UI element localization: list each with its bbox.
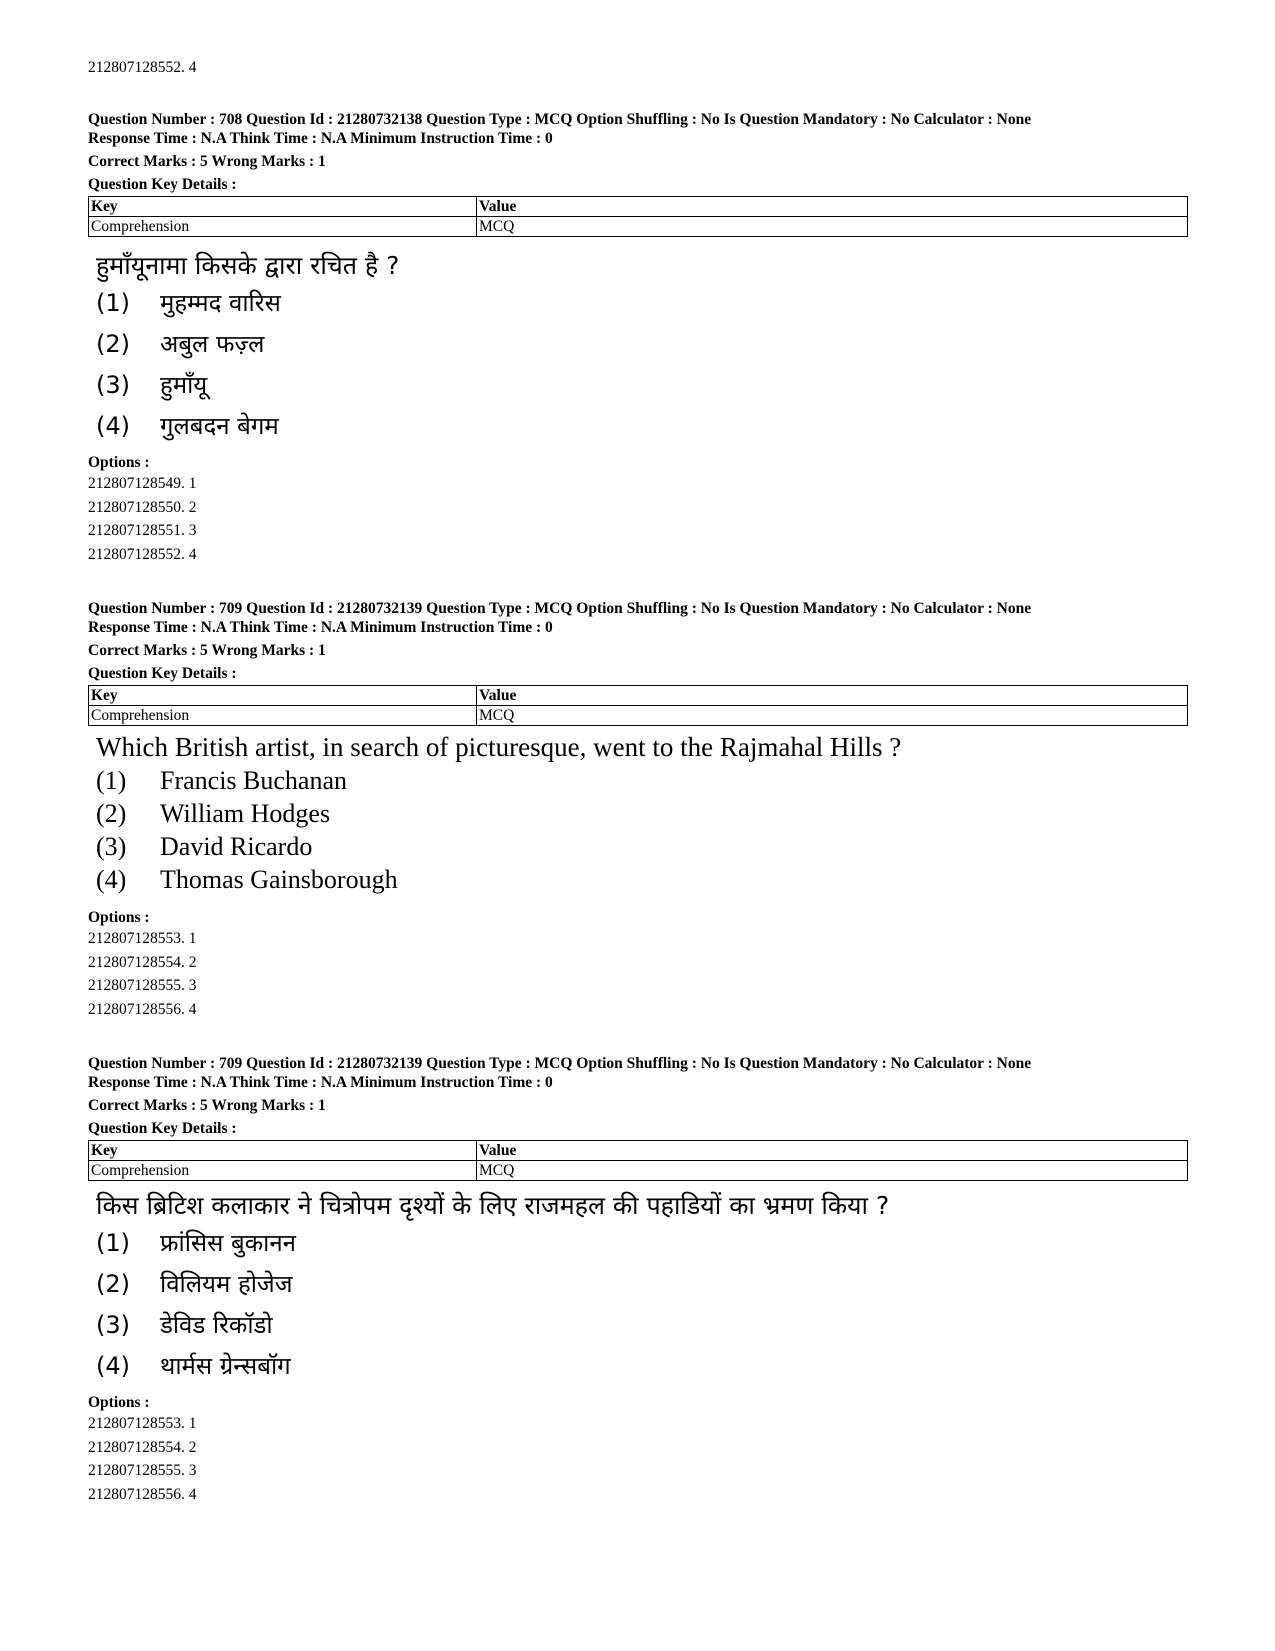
option-id: 212807128554. 2 bbox=[88, 953, 197, 971]
table-header-row bbox=[89, 686, 1188, 706]
choice-item bbox=[96, 863, 1188, 896]
choice-text: Francis Buchanan bbox=[160, 766, 348, 795]
choice-item bbox=[96, 406, 1188, 447]
table-key-header: Key bbox=[89, 1141, 477, 1161]
marks-line: Correct Marks : 5 Wrong Marks : 1 bbox=[88, 642, 326, 659]
table-value-header: Value bbox=[477, 1141, 1188, 1161]
option-id: 212807128555. 3 bbox=[88, 977, 197, 994]
question-meta-line-1: Question Number : 708 Question Id : 21280732138 Question Type : MCQ Option Shuffling : No Is Question Mandatory : No Calculator : None bbox=[88, 111, 1032, 128]
key-details-table bbox=[88, 685, 1188, 726]
choice-text: William Hodges bbox=[160, 799, 331, 828]
choice-number: (3) bbox=[96, 371, 130, 399]
table-key-header: Key bbox=[89, 197, 477, 217]
marks-line: Correct Marks : 5 Wrong Marks : 1 bbox=[88, 1097, 326, 1114]
table-value-cell: MCQ bbox=[477, 706, 1188, 726]
question-meta-line-2: Response Time : N.A Think Time : N.A Minimum Instruction Time : 0 bbox=[88, 130, 553, 147]
choice-item bbox=[96, 365, 1188, 406]
choice-text: मुहम्मद वारिस bbox=[160, 289, 281, 317]
question-block-3 bbox=[88, 1054, 1188, 1506]
choice-number: (4) bbox=[96, 865, 127, 894]
choice-item bbox=[96, 283, 1188, 324]
question-block-2 bbox=[88, 599, 1188, 1021]
option-id: 212807128556. 4 bbox=[88, 1485, 197, 1503]
choice-item bbox=[96, 1346, 1188, 1387]
choice-item bbox=[96, 1305, 1188, 1346]
table-key-cell: Comprehension bbox=[89, 1161, 477, 1181]
table-value-cell: MCQ bbox=[477, 217, 1188, 237]
table-header-row bbox=[89, 1141, 1188, 1161]
choice-item bbox=[96, 1264, 1188, 1305]
choice-number: (1) bbox=[96, 289, 130, 317]
choice-number: (2) bbox=[96, 330, 130, 358]
option-id: 212807128556. 4 bbox=[88, 1000, 197, 1018]
question-text: Which British artist, in search of picturesque, went to the Rajmahal Hills ? bbox=[96, 732, 902, 762]
table-key-cell: Comprehension bbox=[89, 217, 477, 237]
choice-text: फ्रांसिस बुकानन bbox=[160, 1229, 297, 1257]
options-label: Options : bbox=[88, 454, 150, 471]
table-row bbox=[89, 706, 1188, 726]
key-details-table bbox=[88, 1140, 1188, 1181]
choice-number: (1) bbox=[96, 1229, 130, 1257]
choice-item bbox=[96, 324, 1188, 365]
option-id-list bbox=[88, 927, 1188, 1021]
choice-text: विलियम होजेज bbox=[160, 1270, 293, 1298]
option-id: 212807128552. 4 bbox=[88, 545, 197, 563]
option-id-list bbox=[88, 472, 1188, 566]
option-id: 212807128555. 3 bbox=[88, 1462, 197, 1479]
table-key-header: Key bbox=[89, 686, 477, 706]
options-label: Options : bbox=[88, 1394, 150, 1411]
choice-text: David Ricardo bbox=[160, 832, 313, 861]
option-id: 212807128553. 1 bbox=[88, 1415, 197, 1432]
choice-number: (2) bbox=[96, 1270, 130, 1298]
option-id: 212807128549. 1 bbox=[88, 475, 197, 492]
option-id: 212807128550. 2 bbox=[88, 498, 197, 516]
choice-number: (4) bbox=[96, 1352, 130, 1380]
marks-line: Correct Marks : 5 Wrong Marks : 1 bbox=[88, 153, 326, 170]
choice-number: (3) bbox=[96, 832, 127, 861]
table-value-header: Value bbox=[477, 686, 1188, 706]
choice-text: हुमाँयू bbox=[160, 371, 208, 399]
question-meta-line-1: Question Number : 709 Question Id : 21280732139 Question Type : MCQ Option Shuffling : No Is Question Mandatory : No Calculator : None bbox=[88, 1055, 1032, 1072]
choice-text: थार्मस ग्रेन्सबॉग bbox=[160, 1352, 291, 1380]
choice-text: Thomas Gainsborough bbox=[160, 865, 398, 894]
choice-text: अबुल फज़्ल bbox=[160, 330, 265, 358]
table-row bbox=[89, 217, 1188, 237]
table-value-header: Value bbox=[477, 197, 1188, 217]
table-header-row bbox=[89, 197, 1188, 217]
option-id: 212807128553. 1 bbox=[88, 930, 197, 947]
choice-number: (1) bbox=[96, 766, 127, 795]
choice-item bbox=[96, 764, 1188, 797]
choice-number: (4) bbox=[96, 412, 130, 440]
choice-item bbox=[96, 797, 1188, 830]
key-details-label: Question Key Details : bbox=[88, 1120, 237, 1137]
question-meta-line-2: Response Time : N.A Think Time : N.A Minimum Instruction Time : 0 bbox=[88, 1074, 553, 1091]
choice-number: (3) bbox=[96, 1311, 130, 1339]
table-row bbox=[89, 1161, 1188, 1181]
table-key-cell: Comprehension bbox=[89, 706, 477, 726]
choice-text: गुलबदन बेगम bbox=[160, 412, 279, 440]
header-option-line: 212807128552. 4 bbox=[88, 59, 197, 76]
option-id: 212807128554. 2 bbox=[88, 1438, 197, 1456]
choice-item bbox=[96, 830, 1188, 863]
choice-number: (2) bbox=[96, 799, 127, 828]
key-details-label: Question Key Details : bbox=[88, 176, 237, 193]
question-text: हुमाँयूनामा किसके द्वारा रचित है ? bbox=[96, 251, 400, 280]
choice-text: डेविड रिकॉडो bbox=[160, 1311, 273, 1339]
question-meta-line-1: Question Number : 709 Question Id : 21280732139 Question Type : MCQ Option Shuffling : No Is Question Mandatory : No Calculator : None bbox=[88, 600, 1032, 617]
option-id: 212807128551. 3 bbox=[88, 522, 197, 539]
question-text: किस ब्रिटिश कलाकार ने चित्रोपम दृश्यों के लिए राजमहल की पहाडियों का भ्रमण किया ? bbox=[96, 1191, 890, 1220]
question-meta-line-2: Response Time : N.A Think Time : N.A Minimum Instruction Time : 0 bbox=[88, 619, 553, 636]
key-details-table bbox=[88, 196, 1188, 237]
option-id-list bbox=[88, 1412, 1188, 1506]
options-label: Options : bbox=[88, 909, 150, 926]
table-value-cell: MCQ bbox=[477, 1161, 1188, 1181]
question-block-1 bbox=[88, 110, 1188, 566]
choice-item bbox=[96, 1223, 1188, 1264]
key-details-label: Question Key Details : bbox=[88, 665, 237, 682]
